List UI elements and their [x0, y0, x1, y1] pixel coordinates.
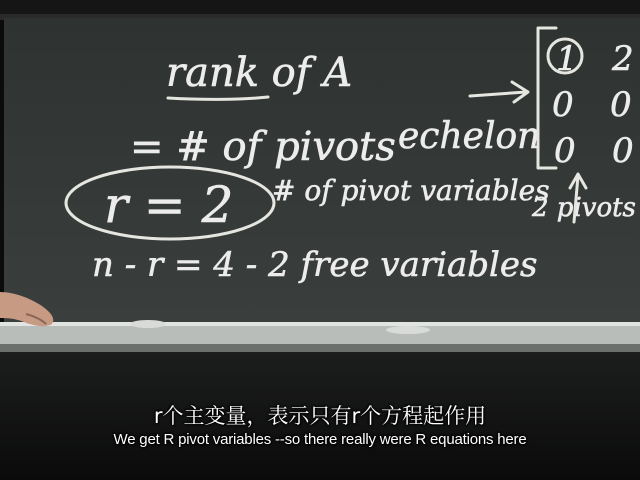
subtitle-chinese: r个主变量，表示只有r个方程起作用 — [153, 404, 487, 428]
pivots-line: = # of pivots — [130, 124, 396, 170]
matrix-entry-r3c2: 0 — [612, 131, 634, 171]
matrix-entry-r1c2: 2 — [612, 39, 634, 79]
circled-rank: r = 2 — [104, 176, 234, 234]
echelon-label: echelon — [398, 116, 541, 157]
matrix-entry-r2c2: 0 — [610, 85, 632, 125]
matrix-entry-r1c1: 1 — [556, 39, 578, 79]
subtitle-english: We get R pivot variables --so there really were R equations here — [113, 431, 527, 448]
matrix-entry-r2c1: 0 — [552, 85, 574, 125]
pivot-variables-note: # of pivot variables — [272, 174, 550, 207]
board-title: rank of A — [166, 50, 353, 96]
pivot-count-note: 2 pivots — [532, 193, 636, 223]
matrix-entry-r3c1: 0 — [554, 131, 576, 171]
subtitle-area — [0, 402, 640, 450]
free-variables-line: n - r = 4 - 2 free variables — [92, 245, 538, 285]
